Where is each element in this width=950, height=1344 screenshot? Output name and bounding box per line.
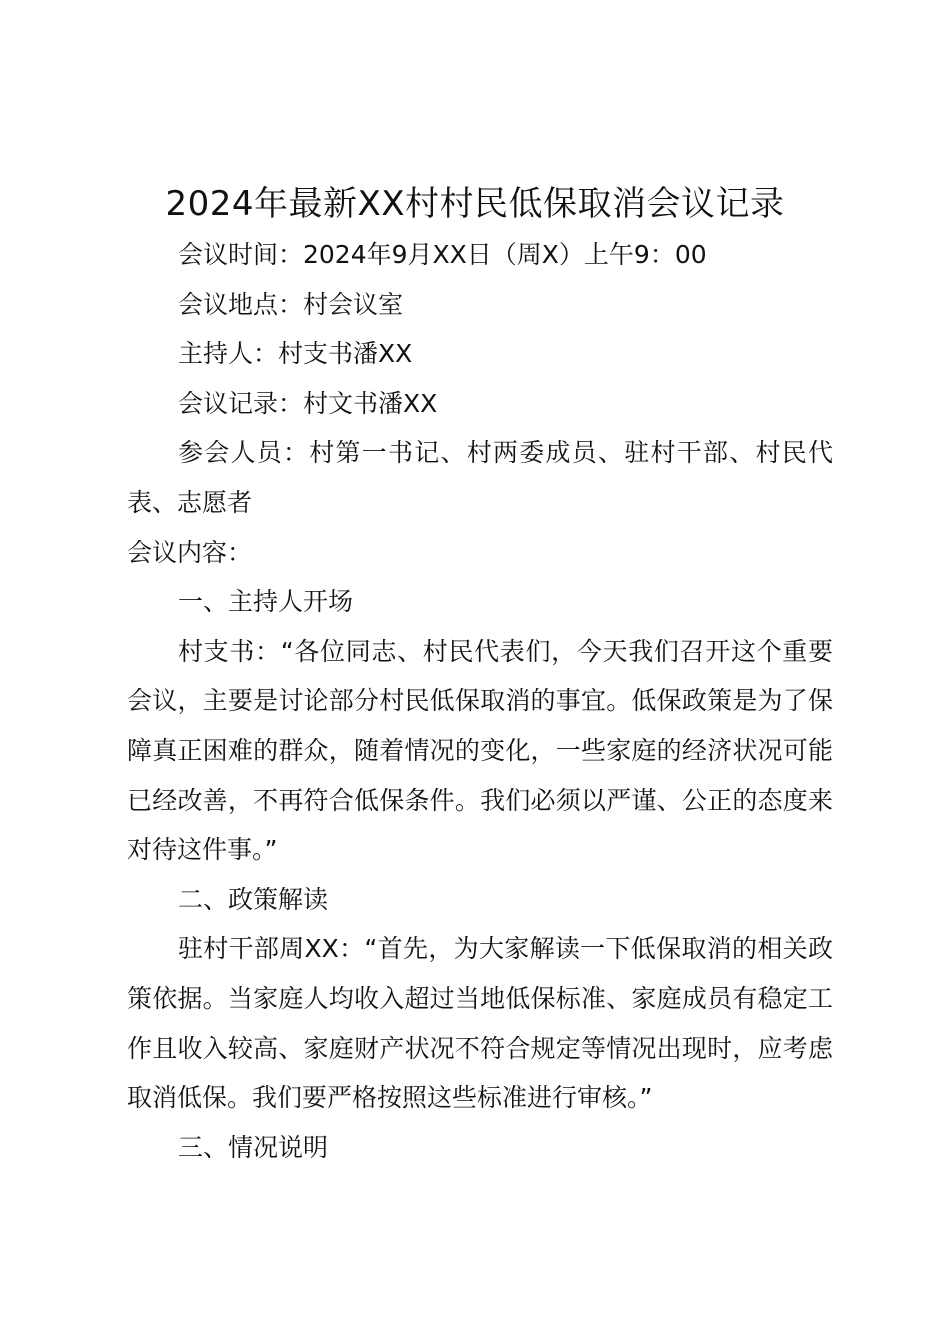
- meeting-attendees: 参会人员：村第一书记、村两委成员、驻村干部、村民代表、志愿者: [127, 438, 833, 517]
- meeting-place: 会议地点：村会议室: [178, 289, 404, 319]
- meeting-time: 会议时间：2024年9月XX日（周X）上午9：00: [178, 240, 707, 269]
- section-1-heading: 一、主持人开场: [178, 587, 354, 617]
- content-heading: 会议内容：: [127, 537, 253, 567]
- section-2-heading: 二、政策解读: [178, 884, 329, 914]
- section-1-text: 村支书：“各位同志、村民代表们，今天我们召开这个重要会议，主要是讨论部分村民低保取消的事宜。低保政策是为了保障真正困难的群众，随着情况的变化，一些家庭的经济状况可能已经改善，不再符合低保条件。我们必须以严谨、公正的态度来对待这件事。”: [127, 636, 833, 865]
- section-2-text: 驻村干部周XX：“首先，为大家解读一下低保取消的相关政策依据。当家庭人均收入超过当地低保标准、家庭成员有稳定工作且收入较高、家庭财产状况不符合规定等情况出现时，应考虑取消低保。我们要严格按照这些标准进行审核。”: [127, 934, 833, 1113]
- section-3-heading: 三、情况说明: [178, 1132, 329, 1162]
- meeting-recorder: 会议记录：村文书潘XX: [178, 388, 438, 418]
- document-body: [127, 230, 833, 1172]
- meeting-host: 主持人：村支书潘XX: [178, 339, 413, 369]
- document-title: 2024年最新XX村村民低保取消会议记录: [165, 184, 785, 224]
